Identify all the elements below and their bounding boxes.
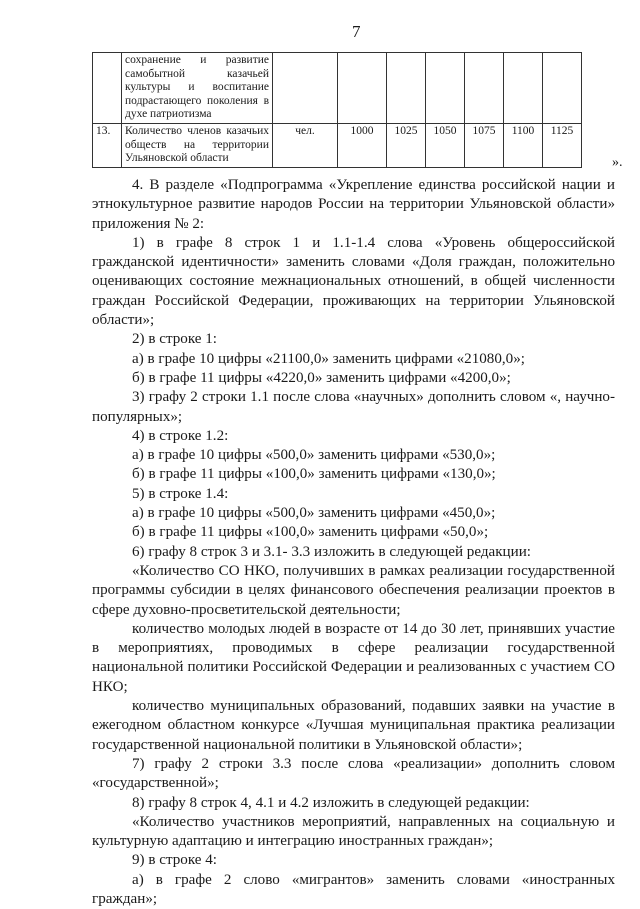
table-cell-name: Количество членов казачьих обществ на территории Ульяновской области [122, 124, 273, 168]
paragraph: б) в графе 11 цифры «4220,0» заменить цифрами «4200,0»; [132, 369, 511, 386]
paragraph: «Количество участников мероприятий, направленных на социальную и культурную адаптацию и интеграцию иностранных граждан»; [92, 813, 615, 850]
table-cell-value [465, 53, 504, 124]
paragraph: 9) в строке 4: [132, 852, 217, 869]
paragraph: 5) в строке 1.4: [132, 485, 229, 502]
paragraph: 8) графу 8 строк 4, 4.1 и 4.2 изложить в следующей редакции: [132, 794, 530, 811]
table-cell-unit: чел. [273, 124, 338, 168]
document-body [92, 176, 615, 909]
table-row [93, 124, 582, 168]
table-cell-value: 1075 [465, 124, 504, 168]
paragraph: 3) графу 2 строки 1.1 после слова «научных» дополнить словом «, научно-популярных»; [92, 389, 615, 425]
page-number: 7 [352, 22, 361, 41]
paragraph: 6) графу 8 строк 3 и 3.1- 3.3 изложить в следующей редакции: [132, 543, 531, 560]
table-cell-value: 1000 [338, 124, 387, 168]
table-cell-value: 1050 [426, 124, 465, 168]
table-cell-value [387, 53, 426, 124]
indicator-table-fragment [92, 52, 582, 168]
table-cell-value: 1125 [543, 124, 582, 168]
table-cell-value [338, 53, 387, 124]
table-cell-name: сохранение и развитие самобытной казачьей культуры и воспитание подрастающего поколения в духе патриотизма [122, 53, 273, 124]
paragraph: 4. В разделе «Подпрограмма «Укрепление единства российской нации и этнокультурное развитие народов России на территории Ульяновской области» приложения № 2: [92, 177, 615, 232]
paragraph: 7) графу 2 строки 3.3 после слова «реализации» дополнить словом «государственной»; [92, 755, 615, 792]
paragraph: 4) в строке 1.2: [132, 427, 229, 444]
table-row [93, 53, 582, 124]
table-cell-value [426, 53, 465, 124]
table-cell-number: 13. [93, 124, 122, 168]
paragraph: б) в графе 11 цифры «100,0» заменить цифрами «130,0»; [132, 466, 496, 483]
paragraph: а) в графе 10 цифры «500,0» заменить цифрами «530,0»; [132, 447, 496, 464]
paragraph: а) в графе 10 цифры «500,0» заменить цифрами «450,0»; [132, 505, 496, 522]
paragraph: количество молодых людей в возрасте от 14 до 30 лет, принявших участие в мероприятиях, проводимых в сфере реализации государственной национальной политики Российской Федерации и реализованных с участием СО НКО; [92, 620, 615, 695]
table-cell-value [504, 53, 543, 124]
paragraph: а) в графе 10 цифры «21100,0» заменить цифрами «21080,0»; [132, 350, 525, 367]
table-cell-unit [273, 53, 338, 124]
table-cell-value: 1025 [387, 124, 426, 168]
paragraph: 2) в строке 1: [132, 331, 217, 348]
paragraph: 1) в графе 8 строк 1 и 1.1-1.4 слова «Уровень общероссийской гражданской идентичности» заменить словами «Доля граждан, положительно оценивающих состояние межнациональных отношений, в общей численности граждан Российской Федерации, проживающих на территории Ульяновской области»; [92, 234, 615, 329]
paragraph: б) в графе 11 цифры «100,0» заменить цифрами «50,0»; [132, 524, 489, 541]
paragraph: количество муниципальных образований, подавших заявки на участие в ежегодном областном конкурсе «Лучшая муниципальная практика реализации государственной национальной политики в Ульяновской области»; [92, 698, 615, 753]
table-cell-value [543, 53, 582, 124]
table-cell-value: 1100 [504, 124, 543, 168]
closing-quote: ». [612, 155, 623, 170]
paragraph: а) в графе 2 слово «мигрантов» заменить словами «иностранных граждан»; [92, 871, 615, 907]
table-cell-number [93, 53, 122, 124]
paragraph: «Количество СО НКО, получивших в рамках реализации государственной программы субсидии в целях финансового обеспечения реализации проектов в сфере духовно-просветительской деятельности; [92, 562, 615, 618]
